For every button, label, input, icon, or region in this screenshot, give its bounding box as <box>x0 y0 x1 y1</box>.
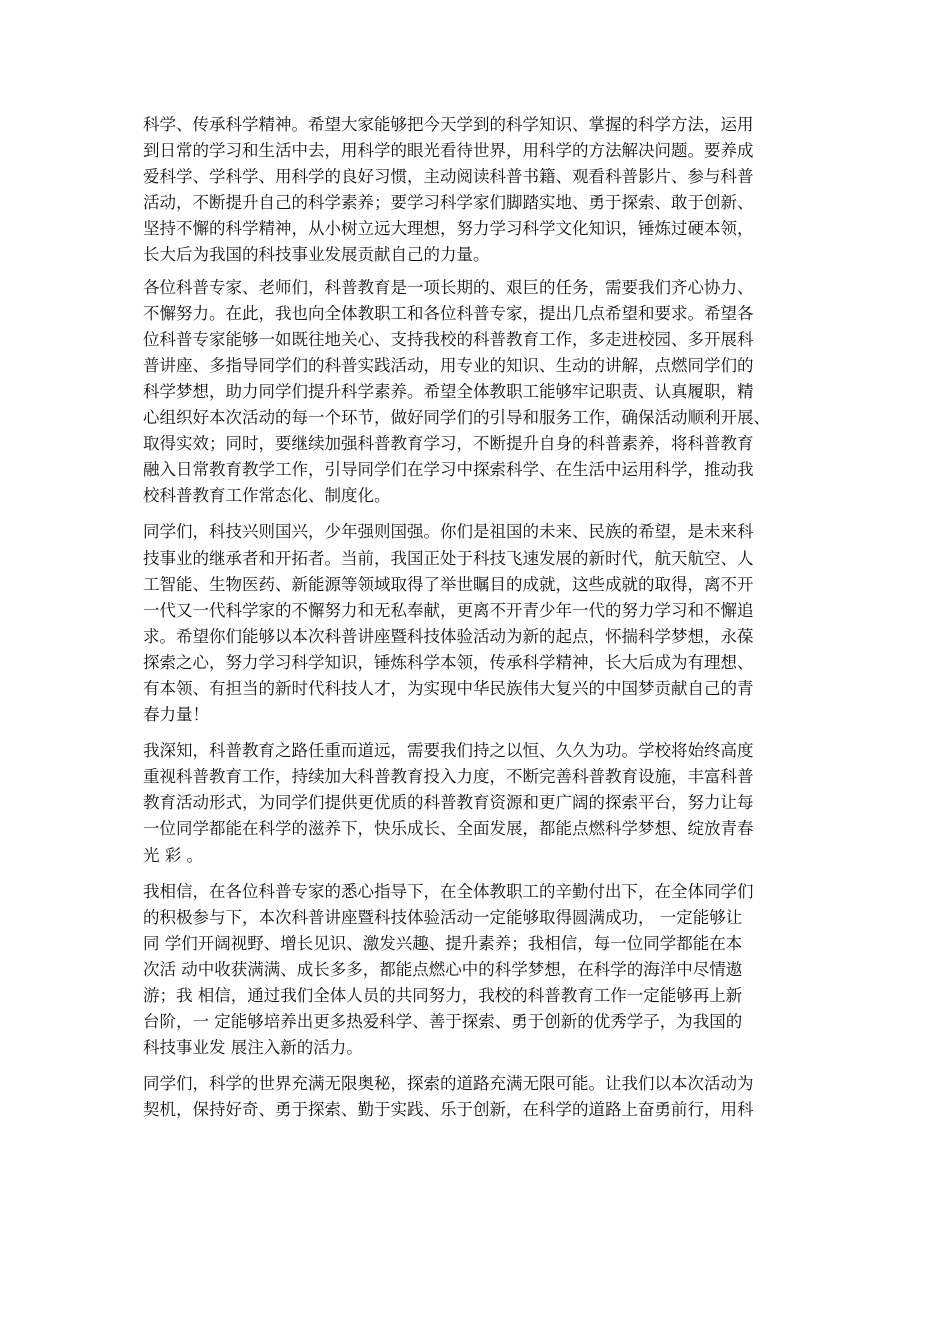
text-line: 求。希望你们能够以本次科普讲座暨科技体验活动为新的起点，怀揣科学梦想，永葆 <box>143 626 754 646</box>
text-line: 爱科学、学科学、用科学的良好习惯，主动阅读科普书籍、观看科普影片、参与科普 <box>143 167 754 187</box>
paragraph-2 <box>143 275 833 510</box>
text-line: 科学梦想，助力同学们提升科学素养。希望全体教职工能够牢记职责、认真履职，精 <box>143 381 754 401</box>
text-line: 我深知，科普教育之路任重而道远，需要我们持之以恒、久久为功。学校将始终高度 <box>143 741 754 761</box>
text-line: 教育活动形式，为同学们提供更优质的科普教育资源和更广阔的探索平台，努力让每 <box>143 793 754 813</box>
text-line: 取得实效；同时，要继续加强科普教育学习，不断提升自身的科普素养，将科普教育 <box>143 434 754 454</box>
text-line: 春力量！ <box>143 705 209 725</box>
text-line: 契机，保持好奇、勇于探索、勤于实践、乐于创新，在科学的道路上奋勇前行，用科 <box>143 1100 754 1120</box>
text-line: 同学们，科学的世界充满无限奥秘，探索的道路充满无限可能。让我们以本次活动为 <box>143 1074 754 1094</box>
text-line: 探索之心，努力学习科学知识，锤炼科学本领，传承科学精神，长大后成为有理想、 <box>143 652 754 672</box>
text-line: 心组织好本次活动的每一个环节，做好同学们的引导和服务工作，确保活动顺利开展、 <box>143 408 770 428</box>
text-line: 次活 动中收获满满、成长多多，都能点燃心中的科学梦想，在科学的海洋中尽情遨 <box>143 959 743 979</box>
text-line: 到日常的学习和生活中去，用科学的眼光看待世界，用科学的方法解决问题。要养成 <box>143 141 754 161</box>
text-line: 校科普教育工作常态化、制度化。 <box>143 486 391 506</box>
text-line: 科技事业发 展注入新的活力。 <box>143 1038 363 1058</box>
text-line: 各位科普专家、老师们，科普教育是一项长期的、艰巨的任务，需要我们齐心协力、 <box>143 277 754 297</box>
paragraph-gap <box>143 869 833 879</box>
text-line: 普讲座、多指导同学们的科普实践活动，用专业的知识、生动的讲解，点燃同学们的 <box>143 355 754 375</box>
paragraph-3 <box>143 519 833 728</box>
text-line: 同 学们开阔视野、增长见识、激发兴趣、提升素养；我相信，每一位同学都能在本 <box>143 933 743 953</box>
text-line: 长大后为我国的科技事业发展贡献自己的力量。 <box>143 245 490 265</box>
paragraph-gap <box>143 509 833 519</box>
text-line: 一代又一代科学家的不懈努力和无私奉献，更离不开青少年一代的努力学习和不懈追 <box>143 600 754 620</box>
paragraph-gap <box>143 1061 833 1071</box>
text-line: 工智能、生物医药、新能源等领域取得了举世瞩目的成就，这些成就的取得，离不开 <box>143 574 754 594</box>
text-line: 重视科普教育工作，持续加大科普教育投入力度，不断完善科普教育设施，丰富科普 <box>143 767 754 787</box>
body-text <box>143 112 833 1123</box>
text-line: 有本领、有担当的新时代科技人才，为实现中华民族伟大复兴的中国梦贡献自己的青 <box>143 678 754 698</box>
paragraph-4 <box>143 738 833 868</box>
text-line: 融入日常教育教学工作，引导同学们在学习中探索科学、在生活中运用科学，推动我 <box>143 460 754 480</box>
text-line: 一位同学都能在科学的滋养下，快乐成长、全面发展，都能点燃科学梦想、绽放青春 <box>143 819 754 839</box>
paragraph-5 <box>143 879 833 1062</box>
paragraph-1 <box>143 112 833 269</box>
text-line: 光 彩 。 <box>143 845 203 865</box>
text-line: 游；我 相信，通过我们全体人员的共同努力，我校的科普教育工作一定能够再上新 <box>143 986 743 1005</box>
text-line: 活动，不断提升自己的科学素养；要学习科学家们脚踏实地、勇于探索、敢于创新、 <box>143 193 754 213</box>
text-line: 同学们，科技兴则国兴，少年强则国强。你们是祖国的未来、民族的希望，是未来科 <box>143 522 754 542</box>
text-line: 位科普专家能够一如既往地关心、支持我校的科普教育工作，多走进校园、多开展科 <box>143 329 754 349</box>
text-line: 坚持不懈的科学精神，从小树立远大理想，努力学习科学文化知识，锤炼过硬本领， <box>143 219 754 239</box>
text-line: 科学、传承科学精神。希望大家能够把今天学到的科学知识、掌握的科学方法，运用 <box>143 115 754 134</box>
text-line: 不懈努力。在此，我也向全体教职工和各位科普专家，提出几点希望和要求。希望各 <box>143 303 754 323</box>
text-line: 我相信，在各位科普专家的悉心指导下，在全体教职工的辛勤付出下，在全体同学们 <box>143 881 754 901</box>
paragraph-gap <box>143 728 833 738</box>
paragraph-6 <box>143 1071 833 1123</box>
text-line: 的积极参与下，本次科普讲座暨科技体验活动一定能够取得圆满成功， 一定能够让 <box>143 907 743 927</box>
text-line: 台阶，一 定能够培养出更多热爱科学、善于探索、勇于创新的优秀学子，为我国的 <box>143 1012 743 1032</box>
text-line: 技事业的继承者和开拓者。当前，我国正处于科技飞速发展的新时代，航天航空、人 <box>143 548 754 568</box>
